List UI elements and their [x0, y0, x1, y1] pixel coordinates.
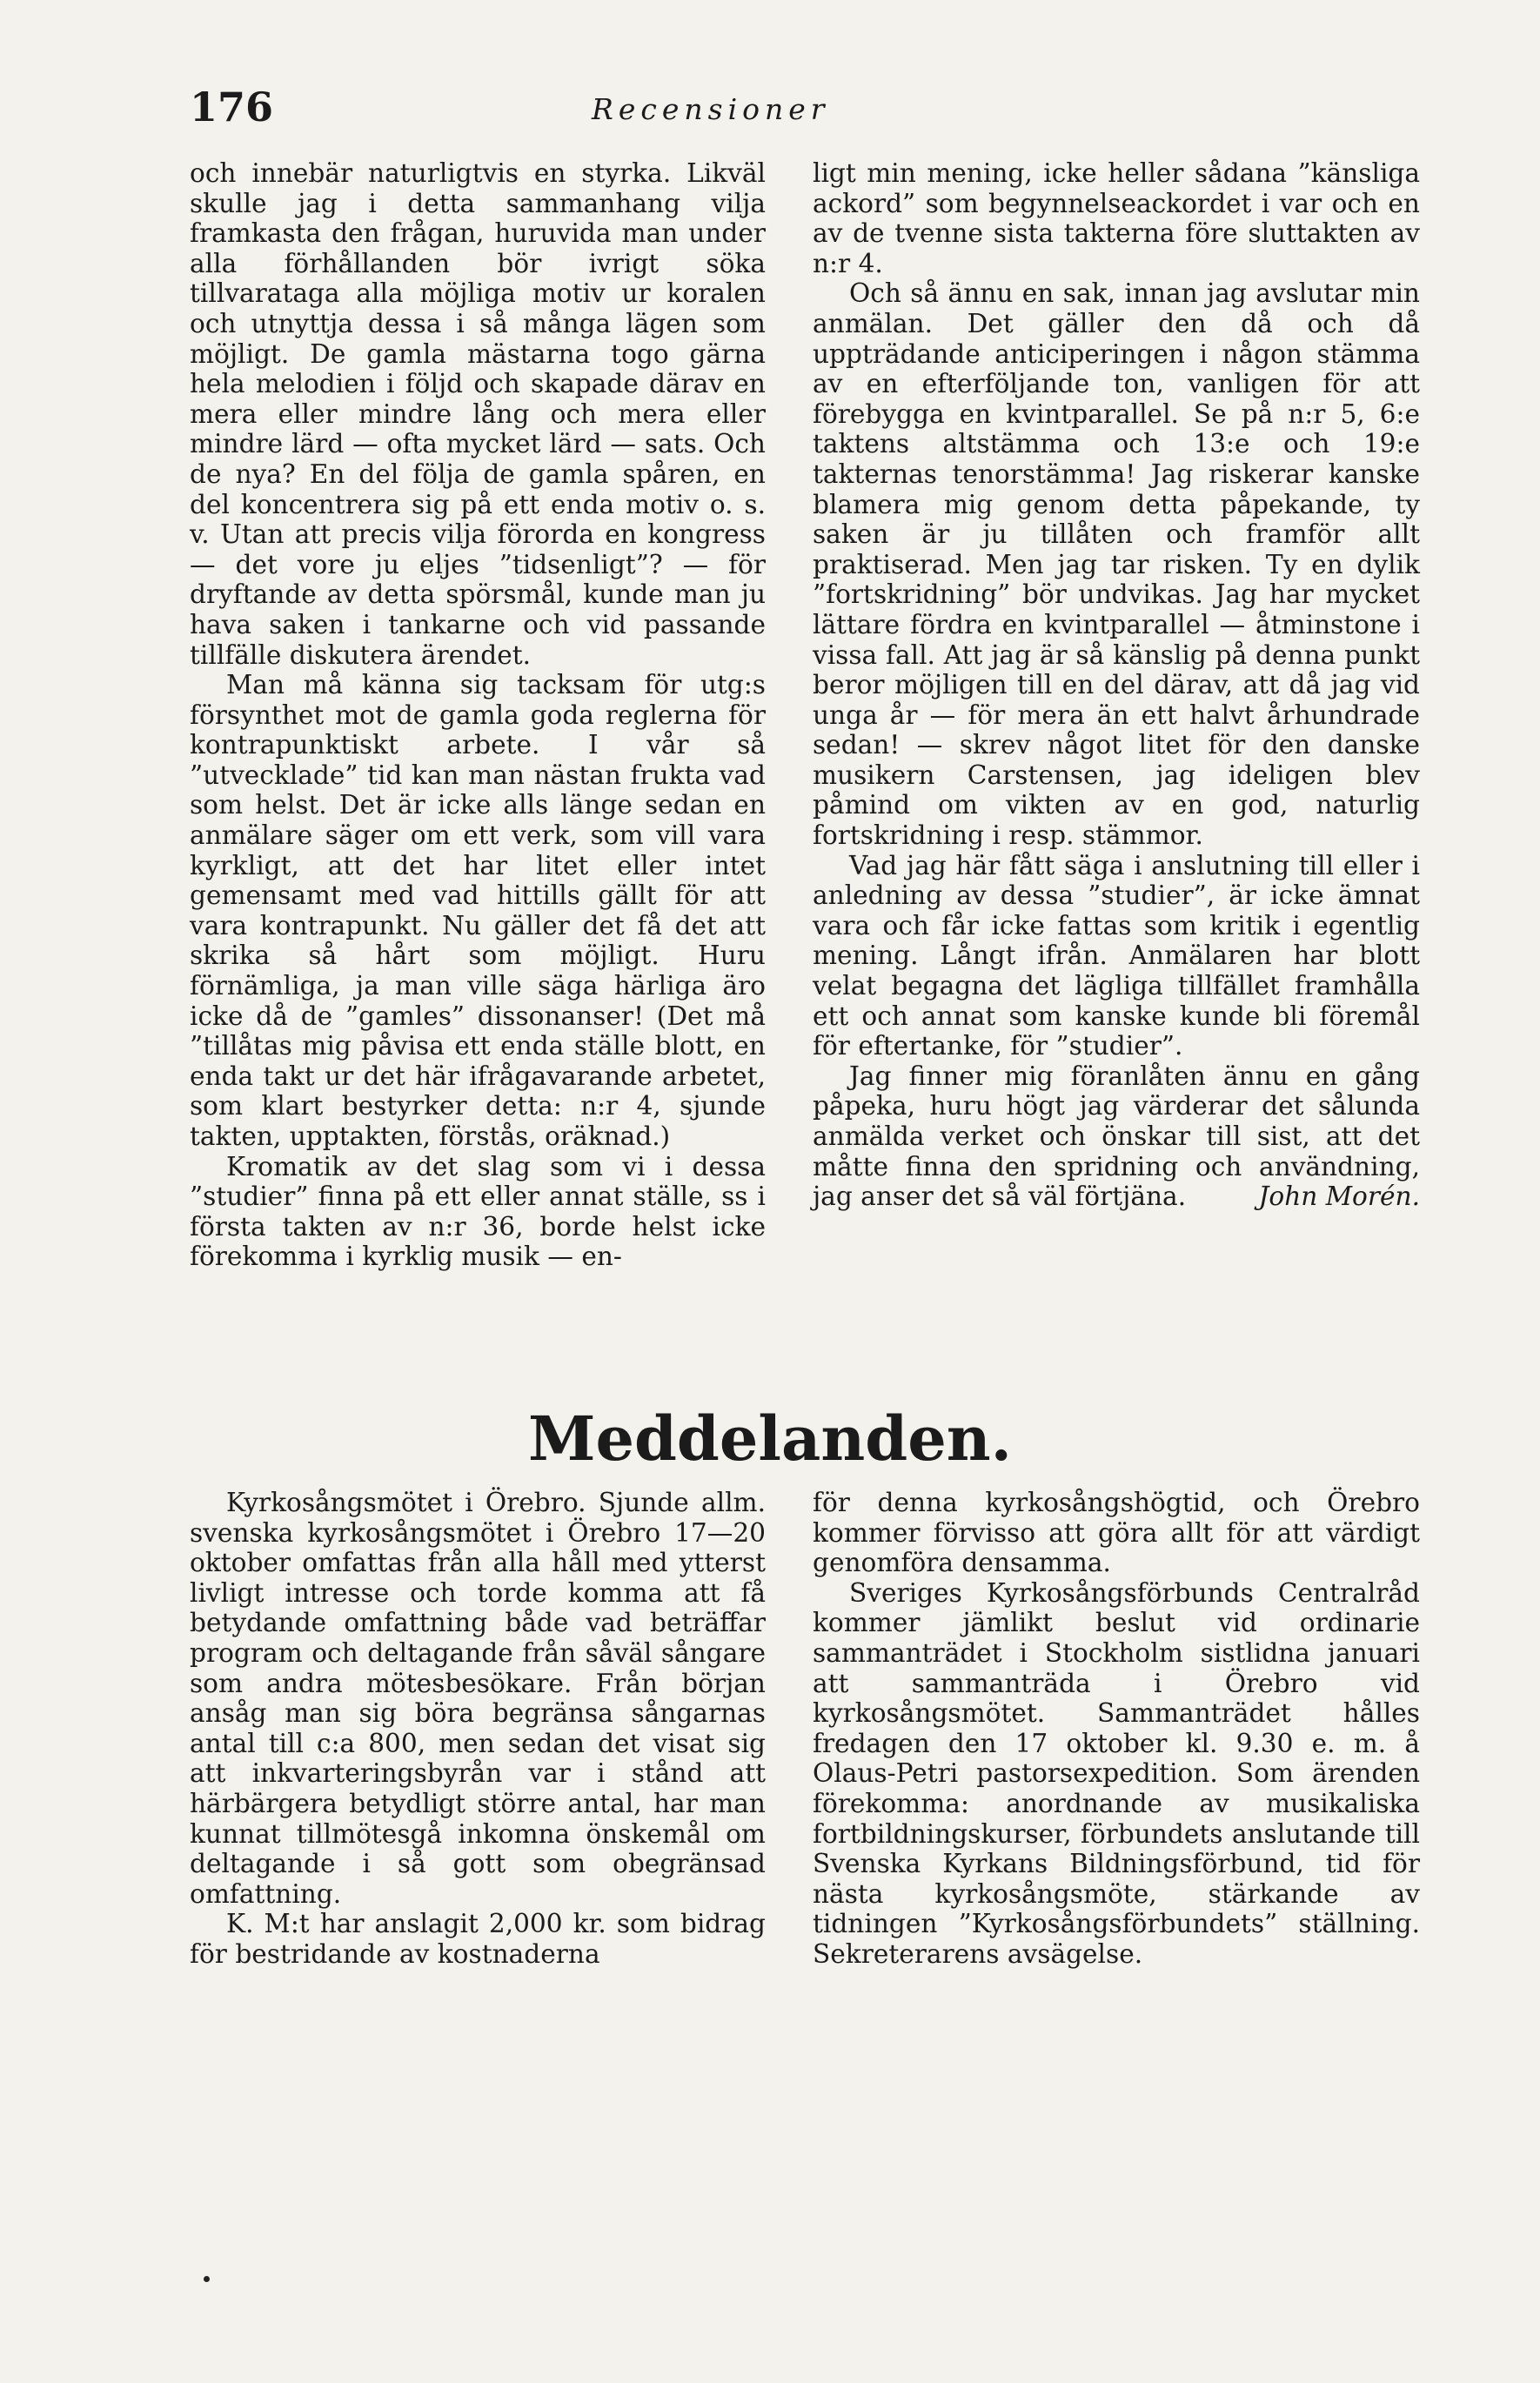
notices-column-left — [190, 1488, 766, 1970]
notice-paragraph: Sveriges Kyrkosångsförbunds Centralråd kommer jämlikt beslut vid ordinarie sammanträdet i Stockholm sistlidna januari att sammanträda i Örebro vid kyrkosångsmötet. Sammanträdet hålles fredagen den 17 oktober kl. 9.30 e. m. å Olaus-Petri pastorsexpedition. Som ärenden förekomma: anordnande av musikaliska fortbildningskurser, förbundets anslutande till Svenska Kyrkans Bildningsförbund, tid för nästa kyrkosångsmöte, stärkande av tidningen ”Kyrkosångsförbundets” ställning. Sekreterarens avsägelse. — [813, 1577, 1420, 1969]
ink-dot — [204, 2276, 210, 2282]
running-title: Recensioner — [592, 92, 830, 126]
notices-column-right — [813, 1488, 1420, 1970]
review-paragraph: Vad jag här fått säga i anslutning till eller i anledning av dessa ”studier”, är icke ämnat vara och får icke fattas som kritik i egentlig mening. Långt ifrån. Anmälaren har blott velat begagna det lägliga tillfället framhålla ett och annat som kanske kunde bli föremål för eftertanke, för ”studier”. — [813, 850, 1420, 1061]
signature: John Morén. — [1258, 1181, 1420, 1212]
notice-paragraph: Kyrkosångsmötet i Örebro. Sjunde allm. svenska kyrkosångsmötet i Örebro 17—20 oktober omfattas från alla håll med ytterst livligt intresse och torde komma att få betydande omfattning både vad beträffar program och deltagande från såväl sångare som andra mötesbesökare. Från början ansåg man sig böra begränsa sångarnas antal till c:a 800, men sedan det visat sig att inkvarteringsbyrån var i stånd att härbärgera betydligt större antal, har man kunnat tillmötesgå inkomna önskemål om deltagande i så gott som obegränsad omfattning. — [190, 1488, 766, 1909]
review-column-left — [190, 158, 766, 1272]
notice-paragraph: för denna kyrkosångshögtid, och Örebro kommer förvisso att göra allt för att värdigt genomföra densamma. — [813, 1488, 1420, 1578]
review-column-right — [813, 158, 1420, 1212]
review-paragraph: Man må känna sig tacksam för utg:s försynthet mot de gamla goda reglerna för kontrapunktiskt arbete. I vår så ”utvecklade” tid kan man nästan frukta vad som helst. Det är icke alls länge sedan en anmälare säger om ett verk, som vill vara kyrkligt, att det har litet eller intet gemensamt med vad hittills gällt för att vara kontrapunkt. Nu gäller det få det att skrika så hårt som möjligt. Huru förnämliga, ja man ville säga härliga äro icke då de ”gamles” dissonanser! (Det må ”tillåtas mig påvisa ett enda ställe blott, en enda takt ur det här ifrågavarande arbetet, som klart bestyrker detta: n:r 4, sjunde takten, upptakten, förstås, oräknad.) — [190, 670, 766, 1151]
section-title: Meddelanden. — [527, 1402, 1013, 1475]
review-paragraph: Kromatik av det slag som vi i dessa ”studier” finna på ett eller annat ställe, ss i första takten av n:r 36, borde helst icke förekomma i kyrklig musik — en- — [190, 1151, 766, 1272]
review-paragraph: och innebär naturligtvis en styrka. Likväl skulle jag i detta sammanhang vilja framkasta den frågan, huruvida man under alla förhållanden bör ivrigt söka tillvaratаga alla möjliga motiv ur koralen och utnyttja dessa i så många lägen som möjligt. De gamla mästarna togo gärna hela melodien i följd och skapade därav en mera eller mindre lång och mera eller mindre lärd — ofta mycket lärd — sats. Och de nya? En del följa de gamla spåren, en del koncentrera sig på ett enda motiv o. s. v. Utan att precis vilja förorda en kongress — det vore ju eljes ”tidsenligt”? — för dryftande av detta spörsmål, kunde man ju hava saken i tankarne och vid passande tillfälle diskutera ärendet. — [190, 158, 766, 670]
page-number: 176 — [190, 84, 274, 131]
notice-paragraph: K. M:t har anslagit 2,000 kr. som bidrag för bestridande av kostnaderna — [190, 1909, 766, 1969]
review-closing-text: Jag finner mig föranlåten ännu en gång påpeka, huru högt jag värderar det sålunda anmälda verket och önskar till sist, att det måtte finna den spridning och användning, jag anser det så väl förtjäna. — [813, 1061, 1420, 1212]
review-paragraph: Och så ännu en sak, innan jag avslutar min anmälan. Det gäller den då och då uppträdande anticiperingen i någon stämma av en efterföljande ton, vanligen för att förebygga en kvintparallel. Se på n:r 5, 6:e taktens altstämma och 13:e och 19:e takternas tenorstämma! Jag riskerar kanske blamera mig genom detta påpekande, ty saken är ju tillåten och framför allt praktiserad. Men jag tar risken. Ty en dylik ”fortskridning” bör undvikas. Jag har mycket lättare fördra en kvintparallel — åtminstone i vissa fall. Att jag är så känslig på denna punkt beror möjligen till en del därav, att då jag vid unga år — för mera än ett halvt århundrade sedan! — skrev något litet för den danske musikern Carstensen, jag ideligen blev påmind om vikten av en god, naturlig fortskridning i resp. stämmor. — [813, 278, 1420, 851]
review-paragraph — [813, 1061, 1420, 1212]
review-paragraph: ligt min mening, icke heller sådana ”känsliga ackord” som begynnelseackordet i var och en av de tvenne sista takterna före sluttakten av n:r 4. — [813, 158, 1420, 278]
